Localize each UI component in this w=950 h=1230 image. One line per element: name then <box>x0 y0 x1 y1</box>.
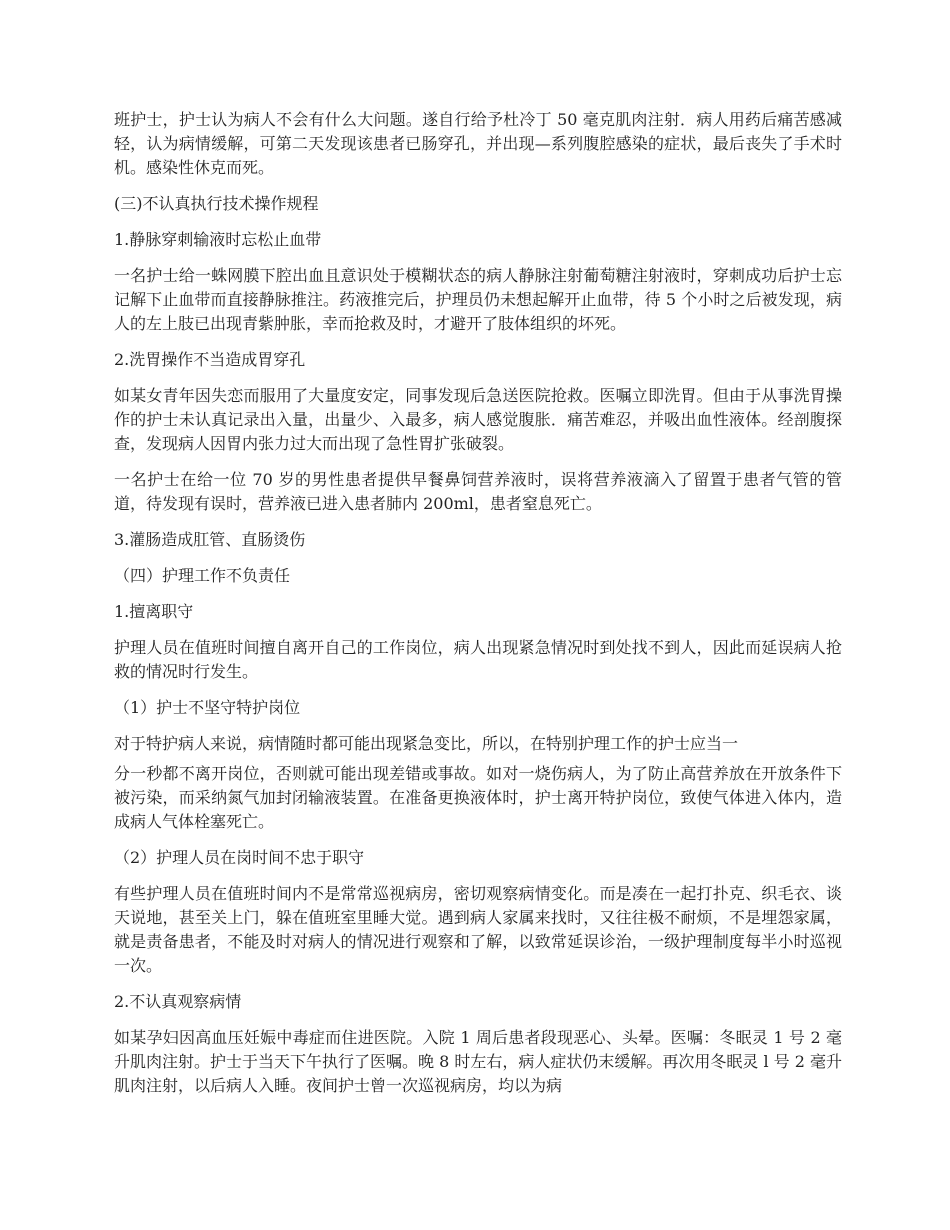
paragraph-on-duty: 有些护理人员在值班时间内不是常常巡视病房，密切观察病情变化。而是凑在一起打扑克、织毛衣、谈天说地，甚至关上门，躲在值班室里睡大觉。遇到病人家属来找时，又往往极不耐烦，不是埋怨家属，就是责备患者，不能及时对病人的情况进行观察和了解，以致常延误诊治，一级护理制度每半小时巡视一次。 <box>114 884 842 975</box>
subheading-gastric-lavage: 2.洗胃操作不当造成胃穿孔 <box>114 350 306 369</box>
paragraph-tourniquet: 一名护士给一蛛网膜下腔出血且意识处于模糊状态的病人静脉注射葡萄糖注射液时，穿刺成功后护士忘记解下止血带而直接静脉推注。药液推完后，护理员仍未想起解开止血带，待 5 个小时之后被发现，病人的左上肢已出现青紫肿胀，幸而抢救及时，才避开了肢体组织的坏死。 <box>114 266 842 333</box>
paragraph-nasal-feeding: 一名护士在给一位 70 岁的男性患者提供早餐鼻饲营养液时，误将营养液滴入了留置于患者气管的管道，待发现有误时，营养液已进入患者肺内 200ml，患者窒息死亡。 <box>114 470 842 513</box>
paragraph-continued: 班护士，护士认为病人不会有什么大问题。遂自行给予杜冷丁 50 毫克肌肉注射．病人用药后痛苦感减轻，认为病情缓解，可第二天发现该患者已肠穿孔，并出现—系列腹腔感染的症状，最后丧失了手术时机。感染性休克而死。 <box>114 110 842 177</box>
subheading-enema: 3.灌肠造成肛管、直肠烫伤 <box>114 530 306 549</box>
paragraph-observation: 如某孕妇因高血压妊娠中毒症而住进医院。入院 1 周后患者段现恶心、头晕。医嘱：冬眠灵 1 号 2 毫升肌肉注射。护士于当天下午执行了医嘱。晚 8 时左右，病人症状仍末缓解。再次用冬眠灵 l 号 2 毫升肌肉注射，以后病人入睡。夜间护士曾一次巡视病房，均以为病 <box>114 1028 842 1095</box>
subheading-special-care: （1）护士不坚守特护岗位 <box>114 698 301 717</box>
paragraph-special-care-1: 对于特护病人来说，病情随时都可能出现紧急变比，所以，在特别护理工作的护士应当一 <box>114 734 739 753</box>
paragraph-leaving-post: 护理人员在值班时间擅自离开自己的工作岗位，病人出现紧急情况时到处找不到人，因此而延误病人抢救的情况时行发生。 <box>114 638 842 681</box>
subheading-on-duty: （2）护理人员在岗时间不忠于职守 <box>114 848 365 867</box>
paragraph-special-care-2: 分一秒都不离开岗位，否则就可能出现差错或事故。如对一烧伤病人，为了防止高营养放在开放条件下被污染，而采纳氮气加封闭输液装置。在准备更换液体时，护士离开特护岗位，致使气体进入体内，造成病人气体栓塞死亡。 <box>114 764 842 831</box>
section-heading-4: （四）护理工作不负责任 <box>114 566 291 585</box>
subheading-observation: 2.不认真观察病情 <box>114 992 242 1011</box>
section-heading-3: (三)不认真执行技术操作规程 <box>114 194 319 213</box>
paragraph-gastric-lavage: 如某女青年因失恋而服用了大量度安定，同事发现后急送医院抢救。医嘱立即洗胃。但由于从事洗胃操作的护士未认真记录出入量，出量少、入最多，病人感觉腹胀．痛苦难忍，并吸出血性液体。经剖腹探查，发现病人因胃内张力过大而出现了急性胃扩张破裂。 <box>114 386 842 453</box>
subheading-leaving-post: 1.擅离职守 <box>114 602 194 621</box>
subheading-tourniquet: 1.静脉穿刺输液时忘松止血带 <box>114 230 322 249</box>
document-body <box>114 108 842 1110</box>
